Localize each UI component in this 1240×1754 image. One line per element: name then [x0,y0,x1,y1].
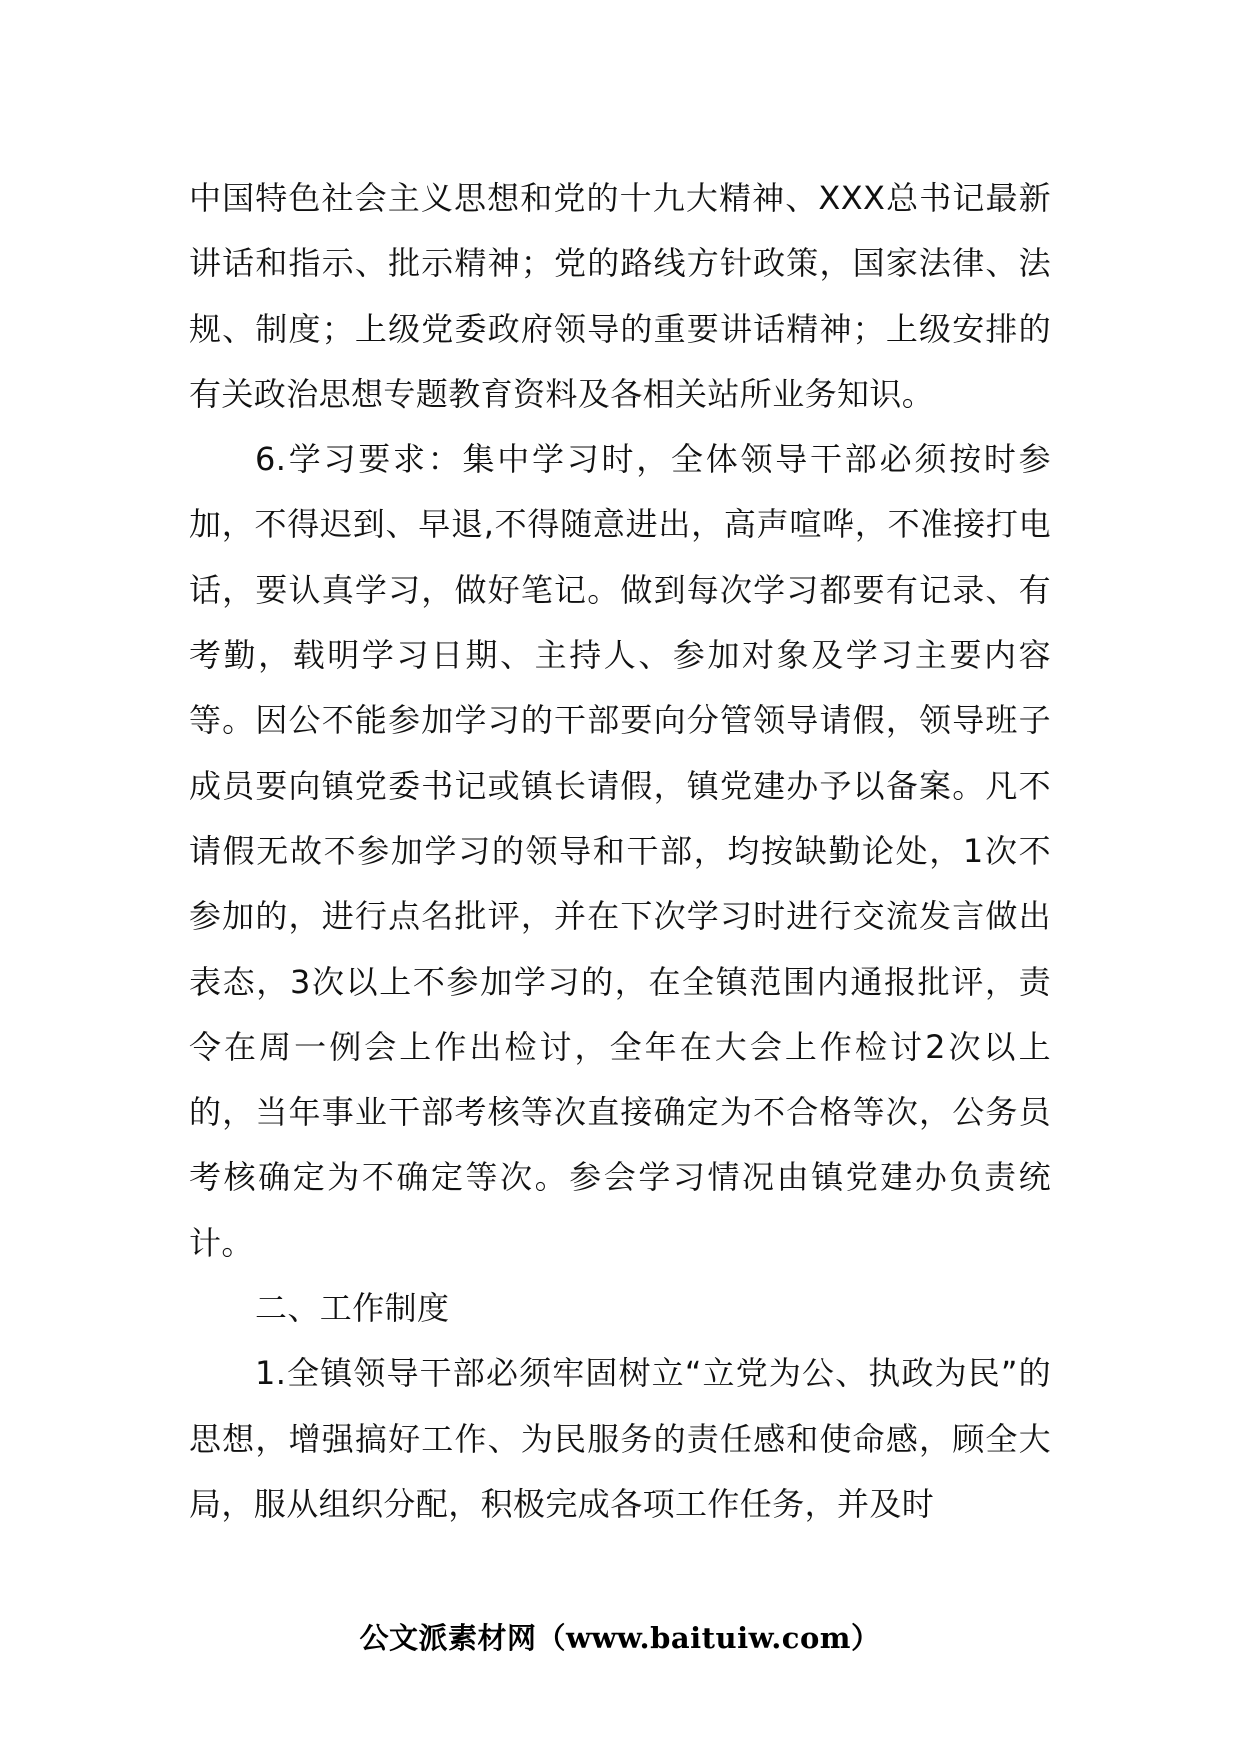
document-body [189,166,1051,1537]
footer-watermark: 公文派素材网（www.baituiw.com） [359,1621,881,1655]
paragraph-study-content: 中国特色社会主义思想和党的十九大精神、XXX总书记最新讲话和指示、批示精神；党的路线方针政策，国家法律、法规、制度；上级党委政府领导的重要讲话精神；上级安排的有关政治思想专题教育资料及各相关站所业务知识。 [189,179,1051,413]
section-heading-work-system: 二、工作制度 [255,1289,450,1328]
paragraph-work-rule-1: 1.全镇领导干部必须牢固树立“立党为公、执政为民”的思想，增强搞好工作、为民服务的责任感和使命感，顾全大局，服从组织分配，积极完成各项工作任务，并及时 [189,1354,1051,1523]
paragraph-study-requirements: 6.学习要求：集中学习时，全体领导干部必须按时参加，不得迟到、早退,不得随意进出，高声喧哗，不准接打电话，要认真学习，做好笔记。做到每次学习都要有记录、有考勤，载明学习日期、主持人、参加对象及学习主要内容等。因公不能参加学习的干部要向分管领导请假，领导班子成员要向镇党委书记或镇长请假，镇党建办予以备案。凡不请假无故不参加学习的领导和干部，均按缺勤论处，1次不参加的，进行点名批评，并在下次学习时进行交流发言做出表态，3次以上不参加学习的，在全镇范围内通报批评，责令在周一例会上作出检讨，全年在大会上作检讨2次以上的，当年事业干部考核等次直接确定为不合格等次，公务员考核确定为不确定等次。参会学习情况由镇党建办负责统计。 [189,440,1051,1262]
